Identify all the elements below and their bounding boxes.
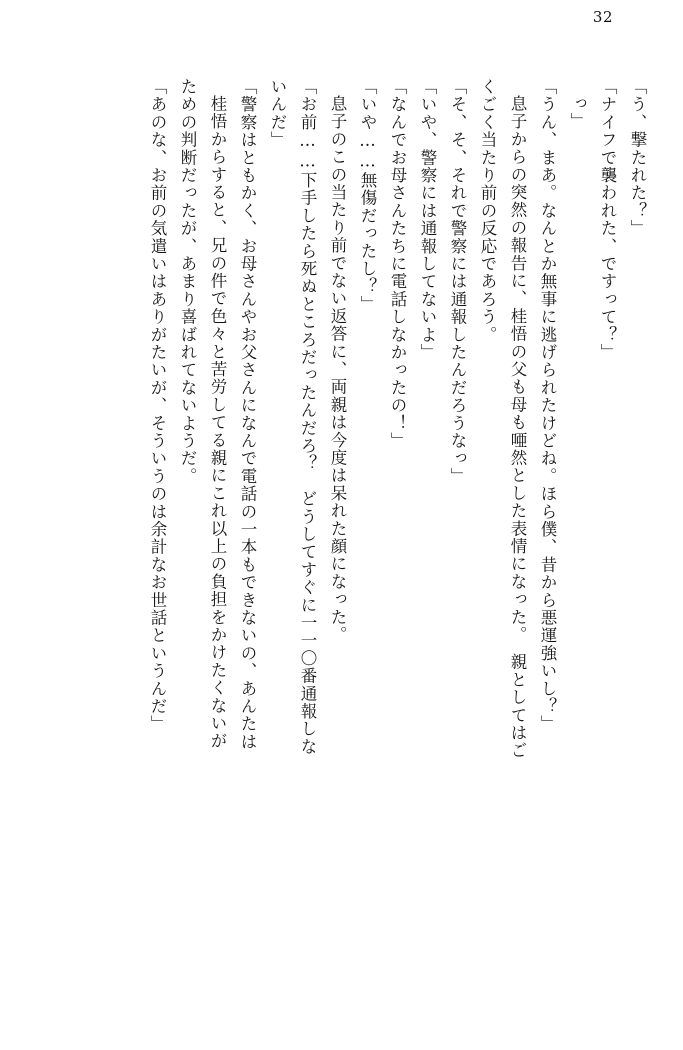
vertical-text-body (38, 78, 645, 1008)
text-column: 「いや、警察には通報してないよ」 (418, 78, 437, 362)
text-column: 「そ、そ、それで警察には通報したんだろうなっ」 (448, 78, 467, 486)
text-column: 息子からの突然の報告に、桂悟の父も母も唖然とした表情になった。 親としてはご (508, 95, 527, 760)
text-column: 「なんでお母さんたちに電話しなかったの！」 (388, 78, 407, 450)
text-column: くごく当たり前の反応であろう。 (478, 78, 497, 344)
text-column: 「う、撃たれた？」 (628, 78, 647, 238)
text-column: 「お前……下手したら死ぬところだったんだろ？ どうしてすぐに一一〇番通報しな (298, 78, 317, 756)
text-column: 息子のこの当たり前でない返答に、両親は今度は呆れた顔になった。 (328, 95, 347, 644)
text-column: 「警察はともかく、お母さんやお父さんになんで電話の一本もできないの、あんたは (238, 78, 257, 751)
page-number: 32 (592, 8, 613, 26)
text-column: 「いや……無傷だったし？」 (358, 78, 377, 314)
text-column: 「あのな、お前の気遣いはありがたいが、そういうのは余計なお世話というんだ」 (148, 78, 167, 733)
text-column: 「ナイフで襲われた、ですって？」 (598, 78, 617, 362)
text-column: 「うん、まあ。なんとか無事に逃げられたけどね。ほら僕、昔から悪運強いし？」 (538, 78, 557, 733)
text-column: っ」 (568, 95, 587, 131)
text-column: 桂悟からすると、兄の件で色々と苦労してる親にこれ以上の負担をかけたくないが (208, 95, 227, 750)
text-column: いんだ」 (268, 78, 287, 149)
text-column: ための判断だったが、あまり喜ばれてないようだ。 (178, 78, 197, 486)
